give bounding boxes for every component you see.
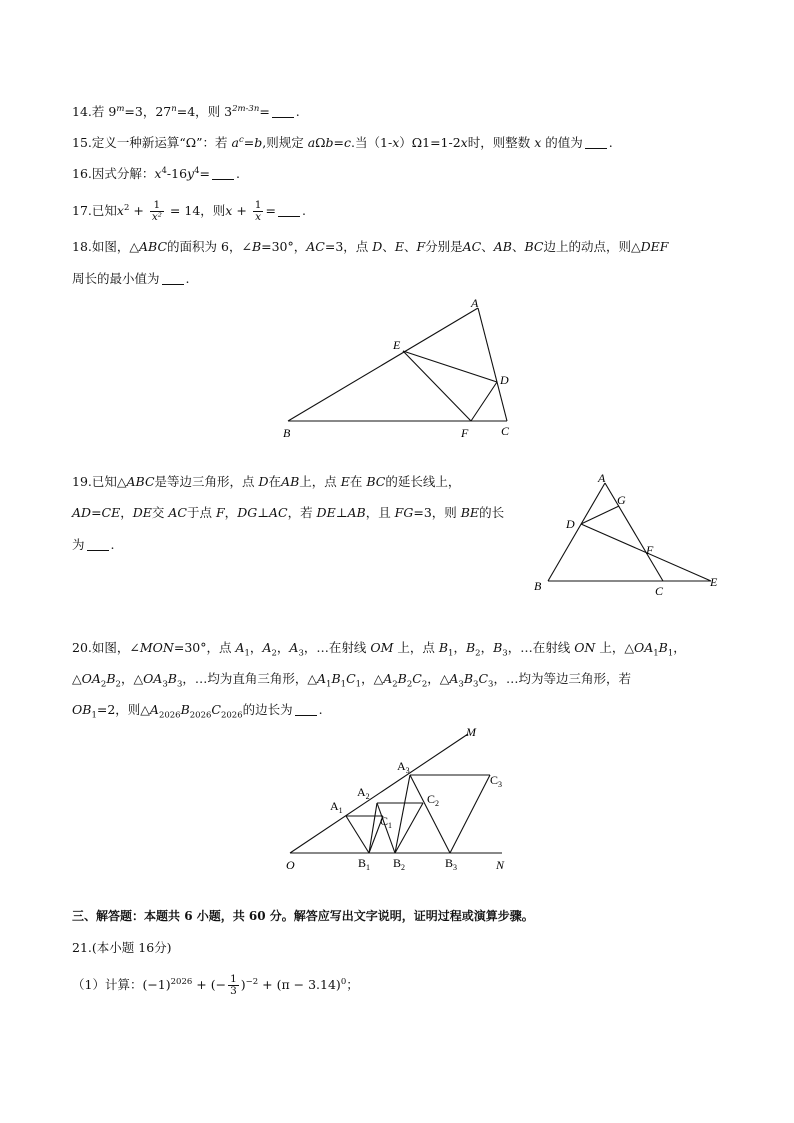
question-18: 18.如图，△ABC的面积为 6，∠B=30°，AC=3，点 D、E、F分别是AC、AB、BC边上的动点，则△DEF <box>72 239 669 254</box>
question-20: 20.如图，∠MON=30°，点 $A_1$，$A_2$，$A_3$，…在射线 OM 上，点 $B_1$，$B_2$，$B_3$，…在射线 ON 上，$\triangle OA_1B_1$， <box>72 640 686 659</box>
question-21: 21.(本小题 16分) <box>72 940 172 955</box>
segment-ef <box>403 351 471 421</box>
segment-c2b2 <box>395 803 423 853</box>
label-a2: $A_2$ <box>357 785 370 801</box>
segment-a3b3 <box>410 775 450 853</box>
label-c3: $C_3$ <box>490 773 503 789</box>
question-14: 14.若 $9^m=3$，$27^n=4$，则 $3^{2m-3n}=$ . <box>72 103 300 119</box>
answer-blank[interactable] <box>272 105 294 118</box>
answer-blank[interactable] <box>212 167 234 180</box>
answer-blank[interactable] <box>295 703 317 716</box>
section-heading: 三、解答题：本题共 6 小题，共 60 分。解答应写出文字说明，证明过程或演算步骤。 <box>72 909 534 923</box>
label-c2: $C_2$ <box>427 792 440 808</box>
question-18-line2: 周长的最小值为 . <box>72 271 190 286</box>
figure-equilateral-triangle <box>528 468 728 603</box>
label-n: N <box>496 858 505 872</box>
label-e: E <box>393 338 401 352</box>
answer-blank[interactable] <box>278 204 300 217</box>
label-a: A <box>471 296 479 310</box>
label-b: B <box>534 579 542 593</box>
label-b1: $B_1$ <box>358 856 371 872</box>
label-e: E <box>710 575 718 589</box>
question-15: 15.定义一种新运算“Ω”：若 $a^c=b$,则规定 aΩb=c.当（1-x）Ω1=1-2x时，则整数 x 的值为 . <box>72 134 613 150</box>
label-d: D <box>500 373 509 387</box>
segment-b1a2 <box>369 803 377 853</box>
label-f: F <box>646 543 654 557</box>
label-b2: $B_2$ <box>393 856 406 872</box>
segment-c3b3 <box>450 775 490 853</box>
segment-df <box>471 382 497 421</box>
answer-blank[interactable] <box>87 538 109 551</box>
label-o: O <box>286 858 295 872</box>
label-m: M <box>466 725 476 739</box>
question-20-line2: $\triangle OA_2B_2$，$\triangle OA_3B_3$，…均为直角三角形，$\triangle A_1B_1C_1$，$\triangle A_2B_2C_2$，$\triangle A_3B_3C_3$，…均为等边三角形，若 <box>72 671 631 690</box>
segment-ab <box>548 483 605 581</box>
segment-ab <box>288 308 478 421</box>
question-19-line2: AD=CE，DE交 AC于点 F，DG⊥AC，若 DE⊥AB，且 FG=3，则 BE的长 <box>72 505 505 520</box>
label-a3: $A_3$ <box>397 759 410 775</box>
label-g: G <box>617 493 626 507</box>
answer-blank[interactable] <box>585 136 607 149</box>
question-20-line3: $OB_1=2$，则$\triangle A_{2026}B_{2026}C_{2026}$的边长为 . <box>72 702 323 721</box>
question-17: 17.已知$x^2$ + $\frac{1}{\text{x²}}$ = 14，则x + $\frac{1}{x}$ = . <box>72 199 306 223</box>
label-c1: $C_1$ <box>380 814 393 830</box>
question-19: 19.已知△ABC是等边三角形，点 D在AB上，点 E在 BC的延长线上， <box>72 474 461 489</box>
fraction: $\frac{1}{3}$ <box>230 973 237 997</box>
label-d: D <box>566 517 575 531</box>
question-19-line3: 为 . <box>72 537 115 552</box>
fraction: $\frac{1}{x}$ <box>254 199 262 223</box>
label-b: B <box>283 426 291 440</box>
segment-a2b2 <box>377 803 395 853</box>
question-number: 14. <box>72 104 92 119</box>
label-f: F <box>461 426 469 440</box>
label-b3: $B_3$ <box>445 856 458 872</box>
figure-triangle-abc-def <box>270 290 530 445</box>
label-c: C <box>655 584 664 598</box>
segment-ac <box>605 483 663 581</box>
label-a1: $A_1$ <box>330 799 343 815</box>
label-c: C <box>501 424 510 438</box>
label-a: A <box>598 471 606 485</box>
figure-angle-mon <box>280 722 530 877</box>
segment-ed <box>403 351 497 382</box>
answer-blank[interactable] <box>162 272 184 285</box>
segment-a1b1 <box>346 816 369 853</box>
fraction: $\frac{1}{\text{x²}}$ <box>151 199 162 223</box>
segment-b2a3 <box>395 775 410 853</box>
question-16: 16.因式分解：$x^4-16y^4=$ . <box>72 165 240 181</box>
question-21-part-1: （1）计算：$(-1)^{2026}$ + (− $\frac{1}{3}$ )$^{-2} + (\pi - 3.14)^0$； <box>72 973 359 997</box>
